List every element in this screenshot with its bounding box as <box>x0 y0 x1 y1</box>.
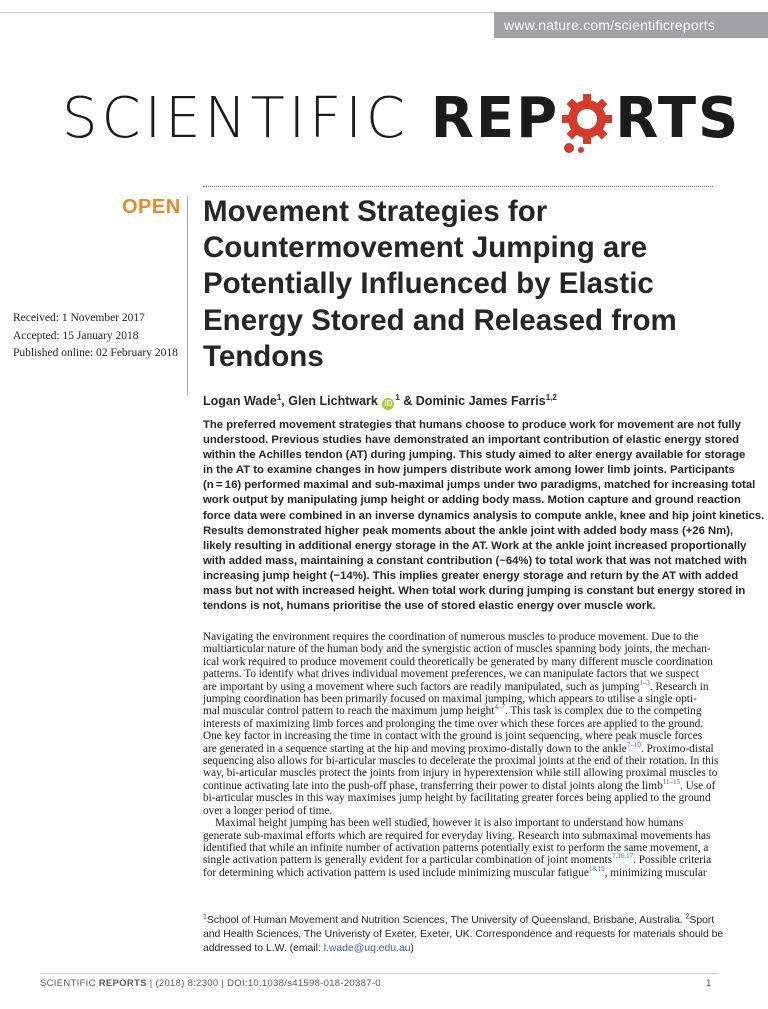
body-text-span: single activation pattern is generally evident for a particular combination of joint moments <box>203 854 613 867</box>
body-text-span: for determining which activation pattern is used include minimizing muscular fatigue <box>203 866 589 879</box>
affiliations-footnote <box>203 913 724 955</box>
abstract-line: increasing jump height (−14%). This implies greater energy storage and return by the AT with added <box>203 569 739 582</box>
author-separator: & <box>399 394 416 409</box>
abstract-line: work output by manipulating jump height or adding body mass. Motion capture and ground reaction <box>203 494 741 507</box>
accepted-date: Accepted: 15 January 2018 <box>13 329 139 342</box>
body-line: identified that while an infinite number of activation patterns potentially exist to perform the same movement, a <box>203 841 709 854</box>
page-number: 1 <box>706 978 712 989</box>
footnote-line <box>203 914 716 928</box>
affiliation-mark: 1 <box>203 913 207 921</box>
body-line: way, bi-articular muscles protect the joints from injury in hyperextension while still allowing proximal muscles to <box>203 767 718 780</box>
abstract-line: within the Achilles tendon (AT) during jumping. This study aimed to alter energy available for storage <box>203 449 746 462</box>
abstract-line: force data were combined in an inverse dynamics analysis to compute ankle, knee and hip joint kinetics. <box>203 509 765 522</box>
citation-ref[interactable]: 1–3 <box>639 678 650 687</box>
body-text-span: . Use of <box>679 779 716 792</box>
body-line: patterns. To identify what drives individual movement preferences, we can manipulate factors that we suspect <box>203 668 699 681</box>
footnote-line: and Health Sciences, The Univeristy of Exeter, Exeter, UK. Correspondence and requests for materials should be <box>203 928 724 940</box>
body-line: One key factor in increasing the time in contact with the ground is joint sequencing, where peak muscle forces <box>203 730 703 743</box>
affiliation-mark: 1 <box>395 393 400 402</box>
abstract-line: with added mass, maintaining a constant contribution (~64%) to total work that was not matched with <box>203 554 747 567</box>
abstract <box>203 418 765 614</box>
body-line: ical work required to produce movement could theoretically be generated by many different muscle coordination <box>203 655 713 668</box>
citation-ref[interactable]: 7,16,17 <box>612 852 634 861</box>
abstract-line: mass but not with increased height. When total work during jumping is constant but energy stored in <box>203 585 746 598</box>
abstract-line: Results demonstrated higher peak moments about the ankle joint with added body mass (+26 Nm), <box>203 524 734 537</box>
affiliation-mark: 2 <box>685 913 690 921</box>
orcid-icon[interactable]: iD <box>384 399 393 409</box>
affiliation-mark: 1 <box>276 393 282 402</box>
body-text-span: are generated in a sequence starting at the hip and moving proximo-distally down to the ankle <box>203 742 627 755</box>
citation-ref[interactable]: 7–10 <box>626 740 641 749</box>
abstract-line: likely resulting in additional energy storage in the AT. Work at the ankle joint increased proportionally <box>203 539 747 552</box>
published-date: Published online: 02 February 2018 <box>13 347 178 359</box>
logo-word-rts: RTS <box>615 86 741 151</box>
body-text-span: . Proximo-distal <box>640 742 714 755</box>
author-separator: , <box>281 394 289 409</box>
body-line: generate sub-maximal efforts which are required for everyday living. Research into submaximal movements has <box>203 829 711 842</box>
body-text-span: are important by using a movement where such factors are readily manipulated, such as jumping <box>203 680 640 693</box>
abstract-line: tendons is not, humans prioritise the use of stored elastic energy over muscle work. <box>203 600 656 613</box>
abstract-line: (n = 16) performed maximal and sub-maximal jumps under two paradigms, matched for increasing total <box>203 479 756 492</box>
body-text-span: . Research in <box>649 680 709 693</box>
gear-o-icon <box>559 84 615 154</box>
footer-journal-bold: REPORTS <box>98 978 147 989</box>
body-line <box>203 678 716 693</box>
body-line <box>203 740 716 755</box>
affiliation-mark: 1,2 <box>545 393 557 402</box>
footer-rule <box>40 973 718 974</box>
footnote-text: Sport <box>689 915 715 926</box>
body-line: interests of maximizing limb forces and prolonging the time over which these forces are applied to the ground. <box>203 717 704 730</box>
abstract-line: The preferred movement strategies that humans choose to produce work for movement are not fully <box>203 419 741 431</box>
title-divider <box>187 196 188 396</box>
footnote-line <box>203 942 716 956</box>
citation-ref[interactable]: 11–15 <box>662 778 680 787</box>
body-text <box>203 631 719 879</box>
abstract-line: understood. Previous studies have demonstrated an important contribution of elastic energy stored <box>203 434 740 447</box>
body-line <box>203 854 716 866</box>
body-line: sequencing also allows for bi-articular muscles to decelerate the proximal joints at the end of their rotation. In this <box>203 755 719 768</box>
body-line <box>203 864 716 879</box>
body-text-span: , minimizing muscular <box>604 866 707 879</box>
citation-ref[interactable]: 4–7 <box>494 703 505 712</box>
footnote-text: addressed to L.W. (email: <box>203 942 324 954</box>
logo-word-rep: REP <box>430 86 560 151</box>
received-date: Received: 1 November 2017 <box>13 312 145 324</box>
open-access-label: OPEN <box>122 196 181 218</box>
author-list <box>203 393 557 410</box>
body-line <box>203 705 716 717</box>
footer-doi[interactable]: | (2018) 8:2300 | DOI:10.1038/s41598-018-20387-0 <box>146 978 381 989</box>
body-line: bi-articular muscles in this way maximises jump height by facilitating greater forces being applied to the ground <box>203 792 711 805</box>
author-name[interactable]: Glen Lichtwark <box>288 394 378 409</box>
body-text-span: mal muscular control pattern to reach the maximum jump height <box>203 705 495 718</box>
title-dotted-rule <box>203 186 713 187</box>
body-text-span: continue activating late into the push-off phase, transferring their power to distal joints along the limb <box>203 779 663 792</box>
author-name[interactable]: Logan Wade <box>203 394 277 409</box>
body-text-span: . Possible criteria <box>633 854 712 867</box>
footnote-text: ) <box>410 942 414 954</box>
footer-journal-thin: SCIENTIFIC <box>40 978 99 989</box>
author-name[interactable]: Dominic James Farris <box>415 394 546 409</box>
correspondence-email-link[interactable]: l.wade@uq.edu.au <box>323 942 411 954</box>
citation-ref[interactable]: 18,19 <box>588 864 605 873</box>
logo-word-scientific: SCIENTIFIC <box>62 86 431 151</box>
body-text-span: . This task is complex due to the competing <box>504 705 702 718</box>
body-line <box>203 780 716 792</box>
body-line: multiarticular nature of the human body and the synergistic action of muscles spanning body joints, the mechan- <box>203 643 711 656</box>
journal-url[interactable]: www.nature.com/scientificreports <box>494 12 768 38</box>
journal-logo <box>62 84 741 154</box>
body-line: Maximal height jumping has been well studied, however it is also important to understand how humans <box>215 817 684 830</box>
body-line: jumping coordination has been primarily focused on maximal jumping, which appears to utilise a single opti- <box>203 693 697 706</box>
article-title: Movement Strategies for Countermovement Jumping are Potentially Influenced by Elastic Energy Stored and Released from Tendons <box>203 195 677 373</box>
footer-citation <box>40 978 381 989</box>
body-line: Navigating the environment requires the coordination of numerous muscles to produce movement. Due to the <box>203 631 699 643</box>
article-dates <box>13 310 178 363</box>
abstract-line: in the AT to examine changes in how jumpers distribute work among lower limb joints. Participants <box>203 464 735 477</box>
body-line: over a longer period of time. <box>203 804 333 817</box>
footnote-text: School of Human Movement and Nutrition Sciences, The University of Queensland, Brisbane, Australia. <box>206 915 686 926</box>
